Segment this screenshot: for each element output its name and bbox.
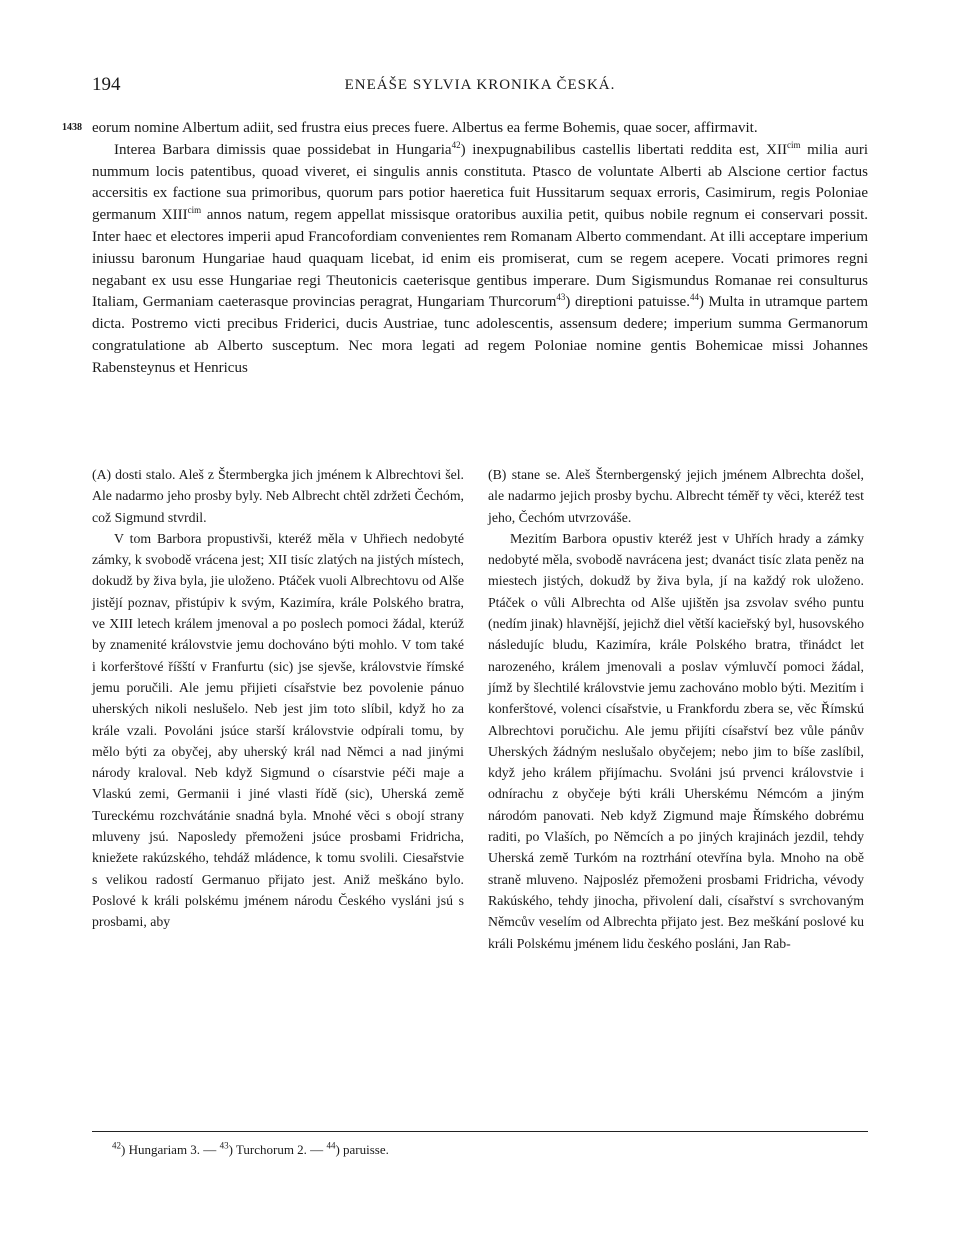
column-a-paragraph-1: (A) dosti stalo. Aleš z Štermbergka jich jménem k Albrechtovi šel. Ale nadarmo jeho prosby byly. Neb Albrecht chtěl zdržeti Čechóm, což Sigmund stvrdil. xyxy=(92,467,464,525)
ordinal-superscript: cim xyxy=(786,139,801,150)
footnote-text-44: ) paruisse. xyxy=(335,1142,389,1157)
footnote-ref-43: 43 xyxy=(556,292,566,303)
latin-text-run: milia auri nummum locis patentibus, quoad viveret, ei singulis annis constituta. Ptasco de voluntate Alberti ab Alscione certior factus accersitis ex factione sua primoribus, quorum pars potior haeretica fuit Hussitarum sequax erroris, Casimirum, regis Poloniae germanum XIII xyxy=(92,141,868,224)
column-b-paragraph-2: Mezitím Barbora opustiv kteréž jest v Uhřích hrady a zámky nedobyté měla, svobodě navrácena jest; dvanáct tisíc zlata peněz na miestech jistých, dokudž by živa byla, jí na každý rok uloženo. Ptáček o vůli Albrechta od Alše ujištěn jsa zsvolav svého puntu (nedím jinak) hlavnější, jejichž diel větší kacieřský byl, husovského následujíc bludu, Kazimíra, krále Polského bratra, třinádct let narozeného, králem jmenovali a poslav výmluvčí pomoci žádal, jímž by šlechtilé královstvie jemu zachováno moblo býti. Mezitím i konferštové, volenci císařstvie, u Frankfordu zbera se, věc Římskú Albrechtovi poručichu. Ale jemu přijíti císařství bez vůle pánův Uherských žádným neslušalo obyčejem; nebo jim to bíše zaslíbil, když jeho králem přijímachu. Svoláni jsú prvenci královstvie i odnírachu z obyčeje býti králi Uherskému Némcóm a jiným národóm panovati. Neb když Zigmund maje Římského dobrému raditi, po Vlaších, po Němcích a po jiných krajinách jezdil, tehdy Uherská země Turkóm na roztrhání otevřína byla. Mnoho na obě straně mluveno. Najposléz přemoženi prosbami Fridricha, vévody Rakúského, tehdy jinocha, přivolení dali, císařství s svrchovaným Němcův veselím od Albrechta přijato jest. Bez meškání poslové ku králi Polskému jménem lidu českého posláni, Jan Rab- xyxy=(488,530,864,951)
footnote-divider xyxy=(92,1131,868,1132)
footnote-text-42: ) Hungariam 3. — xyxy=(121,1142,220,1157)
column-b-paragraph-1: (B) stane se. Aleš Šternbergenský jejich jménem Albrechta došel, ale nadarmo jejich prosby bychu. Albrecht téměř ty věci, kteréž test jeho, Čechóm utvrzováše. xyxy=(488,467,864,525)
latin-text-run: annos natum, regem appellat missisque oratoribus auxilia petit, quibus nobile regnum ei conservari possit. Inter haec et electores imperii apud Francofordiam convenientes rem Romanam Alberto commendant. At illi acceptare imperium iniussu baronum Hungariae haud quaquam licebat, id enim eis promiserat, cum se regem acepere. Vocati primores regni negabant ex usu esse Hungariae regi Theutonicis caeterisque gentibus imperare. Dum Sigismundus Romanae rei consulturus Italiam, Germaniam caeterasque provincias peragrat, Hungariam Thurcorum xyxy=(92,207,868,311)
latin-text-run: ) Multa in utramque partem dicta. Postremo victi precibus Friderici, ducis Austriae, tunc adolescentis, assensum dedere; imperium summa Germanorum congratulatione ab Alberto susceptum. Nec mora legati ad regem Poloniae nomine gentis Bohemicae missi Johannes Rabensteynus et Henricus xyxy=(92,294,868,376)
latin-text-run: Interea Barbara dimissis quae possidebat in Hungaria xyxy=(114,141,452,158)
column-a-paragraph-2: V tom Barbora propustivši, kteréž měla v Uhřiech nedobyté zámky, k svobodě vrácena jest; XII tisíc zlatých na jistých místech, dokudž by živa byla, jie uloženo. Ptáček vuoli Albrechtovu od Alše jistějí poznav, přistúpiv k svým, Kazimíra, krále Polského bratra, ve XIII letech králem jmenoval a po poslech pomoci žádal, kterúž by znamenité královstvie jemu dochováno býti mohlo. V tom také i korferštové říšští v Franfurtu (sic) jse sjevše, královstvie římské jemu poručili. Ale jemu přijieti císařstvie bez povolenie pánuo uherských nikoli neslušelo. Neb jest jim toto slíbil, když ho za krále vzali. Povoláni jsúce starší královstvie odpírali tomu, by mělo býti za obyčej, aby uherský král nad Němci a nad jinými národy kraloval. Neb když Sigmund o císarstvie péči maje a Vlaskú zemi, Germanii i jiné vlasti řídě (sic), Uherská země Tureckému rozchvátánie snadná byla. Mnohé věci s obojí strany mluveny jsú. Naposledy přemoženi jsúce prosbami Fridricha, kniežete rakúzského, tehdáž mládence, k tomu svolili. Ciesařstvie s velikou radostí Germanuo přijato jest. Aniž meškáno bylo. Poslové k králi polskému jménem národu Českého vysláni jsú s prosbami, aby xyxy=(92,530,464,930)
latin-text-run: ) inexpugnabilibus castellis libertati reddita est, XII xyxy=(460,141,787,158)
footnotes xyxy=(92,1142,868,1158)
running-title: ENEÁŠE SYLVIA KRONIKA ČESKÁ. xyxy=(344,77,616,93)
page-header xyxy=(92,74,868,98)
footnote-number-43: 43 xyxy=(219,1140,229,1151)
footnote-text-43: ) Turchorum 2. — xyxy=(228,1142,327,1157)
ordinal-superscript: cim xyxy=(187,205,202,216)
czech-column-b xyxy=(488,464,864,954)
czech-column-a xyxy=(92,464,464,933)
footnote-ref-44: 44 xyxy=(689,292,699,303)
latin-paragraph-2 xyxy=(92,140,868,380)
latin-text-run: ) direptioni patuisse. xyxy=(565,294,690,311)
margin-year: 1438 xyxy=(62,122,82,133)
footnote-ref-42: 42 xyxy=(451,139,461,150)
footnote-number-44: 44 xyxy=(326,1140,336,1151)
page-number: 194 xyxy=(92,74,121,95)
latin-paragraph-1: eorum nomine Albertum adiit, sed frustra eius preces fuere. Albertus ea ferme Bohemis, quae socer, affirmavit. xyxy=(92,120,758,136)
footnote-number-42: 42 xyxy=(112,1140,121,1151)
latin-text xyxy=(92,118,868,380)
